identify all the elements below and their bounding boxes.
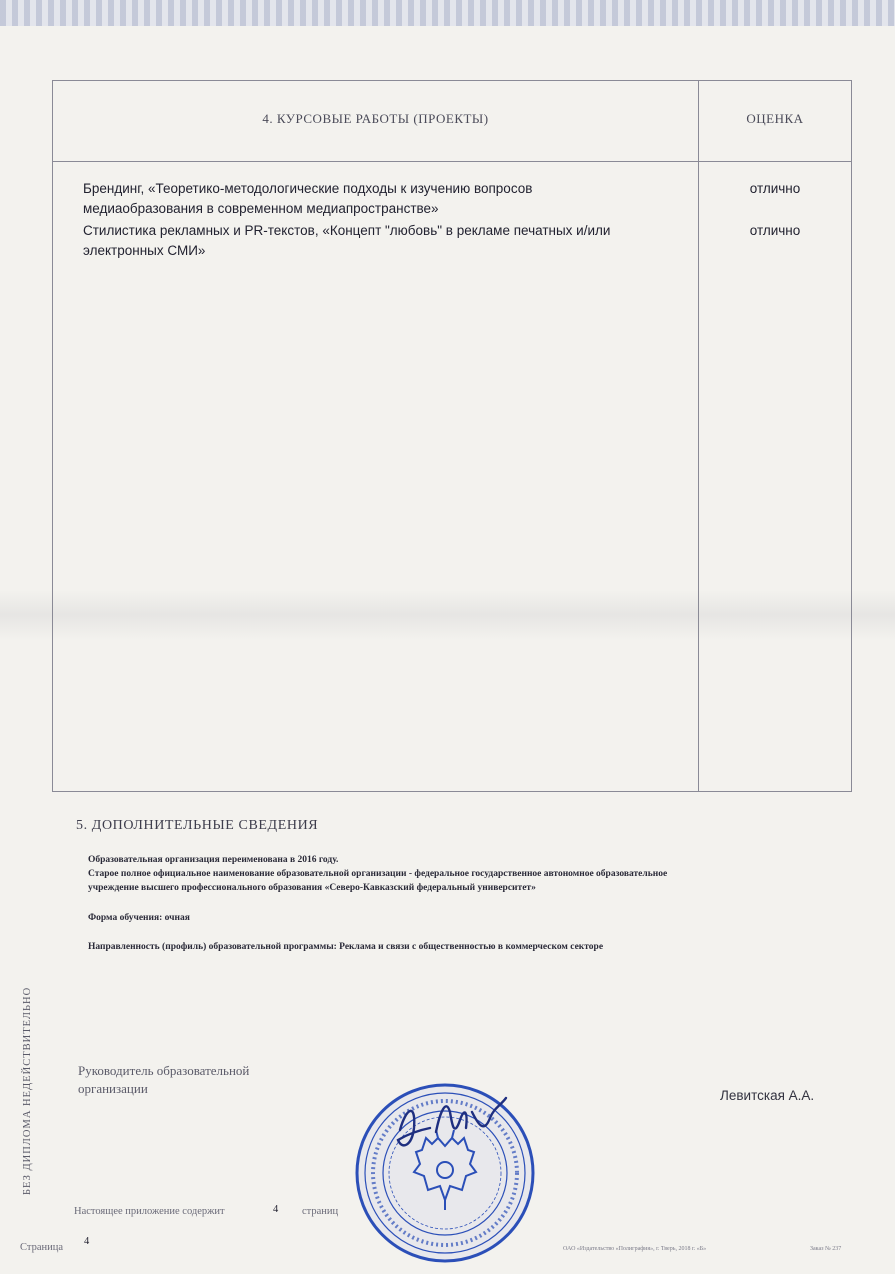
grade-column-header: ОЦЕНКА — [746, 111, 804, 126]
validity-side-note: БЕЗ ДИПЛОМА НЕДЕЙСТВИТЕЛЬНО — [22, 986, 33, 1195]
pages-count-prefix: Настоящее приложение содержит — [74, 1206, 225, 1217]
coursework-item-2-grade: отлично — [749, 223, 801, 238]
pages-count-suffix: страниц — [302, 1206, 339, 1217]
signatory-title-line-2: организации — [78, 1081, 148, 1096]
security-border-strip — [0, 0, 895, 26]
coursework-item-1-line-1: Брендинг, «Теоретико-методологические подходы к изучению вопросов — [83, 181, 533, 196]
program-profile: Направленность (профиль) образовательной программы: Реклама и связи с общественностью в коммерческом секторе — [88, 942, 604, 952]
old-name-line-2: учреждение высшего профессионального образования «Северо-Кавказский федеральный университет» — [88, 883, 536, 893]
official-seal-stamp — [350, 1068, 540, 1268]
coursework-item-2-line-1: Стилистика рекламных и PR-текстов, «Концепт "любовь" в рекламе печатных и/или — [83, 223, 611, 238]
section5-title: 5. ДОПОЛНИТЕЛЬНЫЕ СВЕДЕНИЯ — [76, 818, 319, 833]
pages-count-value: 4 — [273, 1204, 279, 1215]
page-label: Страница — [20, 1242, 64, 1253]
signatory-title-line-1: Руководитель образовательной — [78, 1063, 250, 1078]
coursework-item-1 — [83, 179, 693, 219]
coursework-item-1-grade: отлично — [749, 181, 801, 196]
coursework-item-1-line-2: медиаобразования в современном медиапространстве» — [83, 201, 439, 216]
coursework-item-2 — [83, 221, 693, 261]
study-form: Форма обучения: очная — [88, 913, 190, 923]
printer-note: ОАО «Издательство «Полиграфия», г. Тверь, 2018 г. «Б» — [563, 1246, 707, 1252]
signatory-name: Левитская А.А. — [720, 1088, 815, 1103]
coursework-table — [52, 80, 852, 792]
section4-title: 4. КУРСОВЫЕ РАБОТЫ (ПРОЕКТЫ) — [262, 111, 489, 126]
renamed-note: Образовательная организация переименована в 2016 году. — [88, 855, 339, 865]
signatory-title — [78, 1062, 308, 1098]
old-name-line-1: Старое полное официальное наименование образовательной организации - федеральное государственное автономное образовательное — [88, 869, 668, 879]
page-number: 4 — [84, 1236, 90, 1247]
coursework-item-2-line-2: электронных СМИ» — [83, 243, 206, 258]
seal-circles — [357, 1085, 533, 1261]
order-note: Заказ № 237 — [810, 1246, 842, 1252]
table-header-row — [53, 81, 851, 162]
